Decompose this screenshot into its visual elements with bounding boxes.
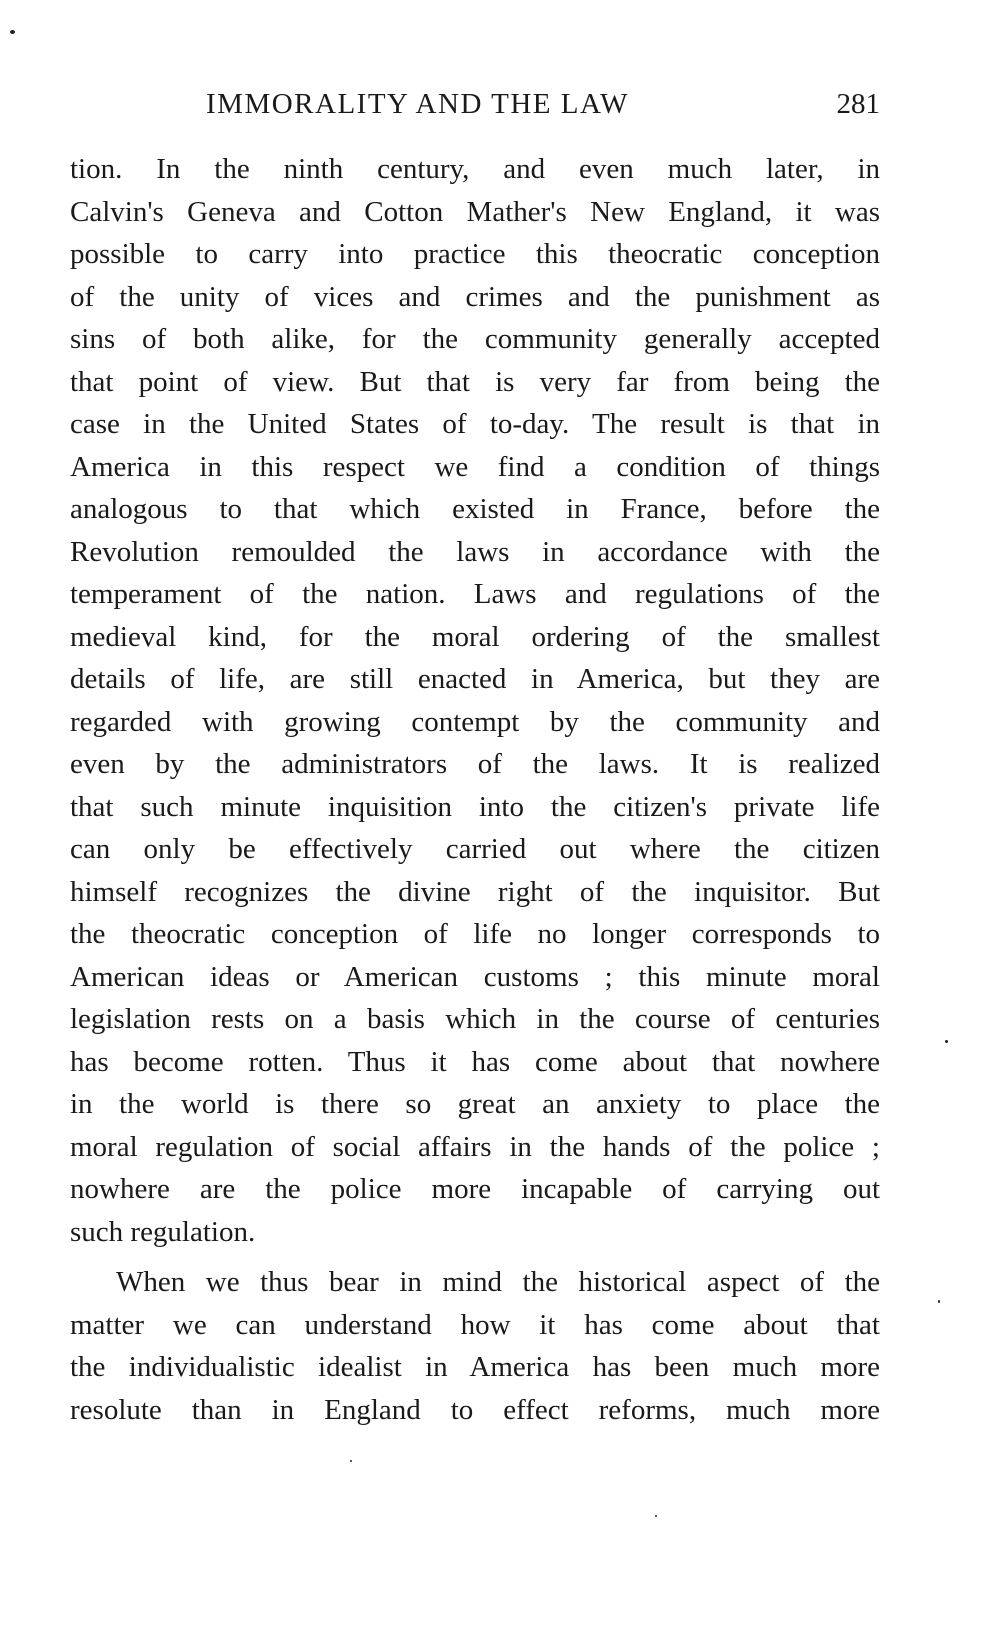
running-title: IMMORALITY AND THE LAW — [206, 88, 629, 120]
text-line: even by the administrators of the laws. It is realized — [70, 748, 880, 780]
text-line: Calvin's Geneva and Cotton Mather's New England, it was — [70, 195, 880, 228]
paragraph-gap — [70, 1253, 880, 1261]
text-line: temperament of the nation. Laws and regulations of the — [70, 578, 880, 610]
text-line: Revolution remoulded the laws in accordance with the — [70, 535, 880, 568]
scan-speck — [350, 1460, 352, 1462]
page-number: 281 — [836, 88, 880, 120]
text-line: possible to carry into practice this theocratic conception — [70, 238, 880, 270]
text-line: American ideas or American customs ; this minute moral — [70, 960, 880, 993]
scan-speck — [10, 30, 15, 34]
text-line: America in this respect we find a condition of things — [70, 450, 880, 483]
text-line: tion. In the ninth century, and even much later, in — [70, 153, 880, 185]
text-line: of the unity of vices and crimes and the punishment as — [70, 280, 880, 313]
text-line: himself recognizes the divine right of the inquisitor. But — [70, 875, 880, 908]
text-line: nowhere are the police more incapable of carrying out — [70, 1173, 880, 1205]
text-line: resolute than in England to effect reforms, much more — [70, 1393, 880, 1426]
scan-speck — [938, 1300, 940, 1303]
text-line: analogous to that which existed in France, before the — [70, 493, 880, 525]
scan-speck — [945, 1040, 948, 1043]
text-line: regarded with growing contempt by the community and — [70, 705, 880, 738]
text-line: that point of view. But that is very far from being the — [70, 365, 880, 398]
text-line: such regulation. — [70, 1215, 256, 1248]
text-line: moral regulation of social affairs in the hands of the police ; — [70, 1130, 880, 1163]
text-line: the individualistic idealist in America has been much more — [70, 1351, 880, 1383]
text-line: details of life, are still enacted in America, but they are — [70, 663, 880, 695]
text-line: matter we can understand how it has come about that — [70, 1308, 880, 1341]
text-line: the theocratic conception of life no longer corresponds to — [70, 918, 880, 950]
running-head — [70, 88, 880, 132]
text-line: medieval kind, for the moral ordering of the smallest — [70, 620, 880, 653]
paragraph-1 — [70, 148, 880, 1253]
text-line: in the world is there so great an anxiety to place the — [70, 1088, 880, 1120]
text-line: that such minute inquisition into the citizen's private life — [70, 790, 880, 823]
text-line: has become rotten. Thus it has come about that nowhere — [70, 1045, 880, 1078]
scan-speck — [655, 1515, 657, 1517]
text-line: can only be effectively carried out where the citizen — [70, 833, 880, 865]
text-line: sins of both alike, for the community generally accepted — [70, 323, 880, 355]
text-line: When we thus bear in mind the historical aspect of the — [116, 1266, 880, 1298]
text-line: legislation rests on a basis which in the course of centuries — [70, 1003, 880, 1035]
text-line: case in the United States of to-day. The result is that in — [70, 408, 880, 440]
paragraph-2 — [70, 1261, 880, 1431]
body-text — [70, 148, 880, 1431]
